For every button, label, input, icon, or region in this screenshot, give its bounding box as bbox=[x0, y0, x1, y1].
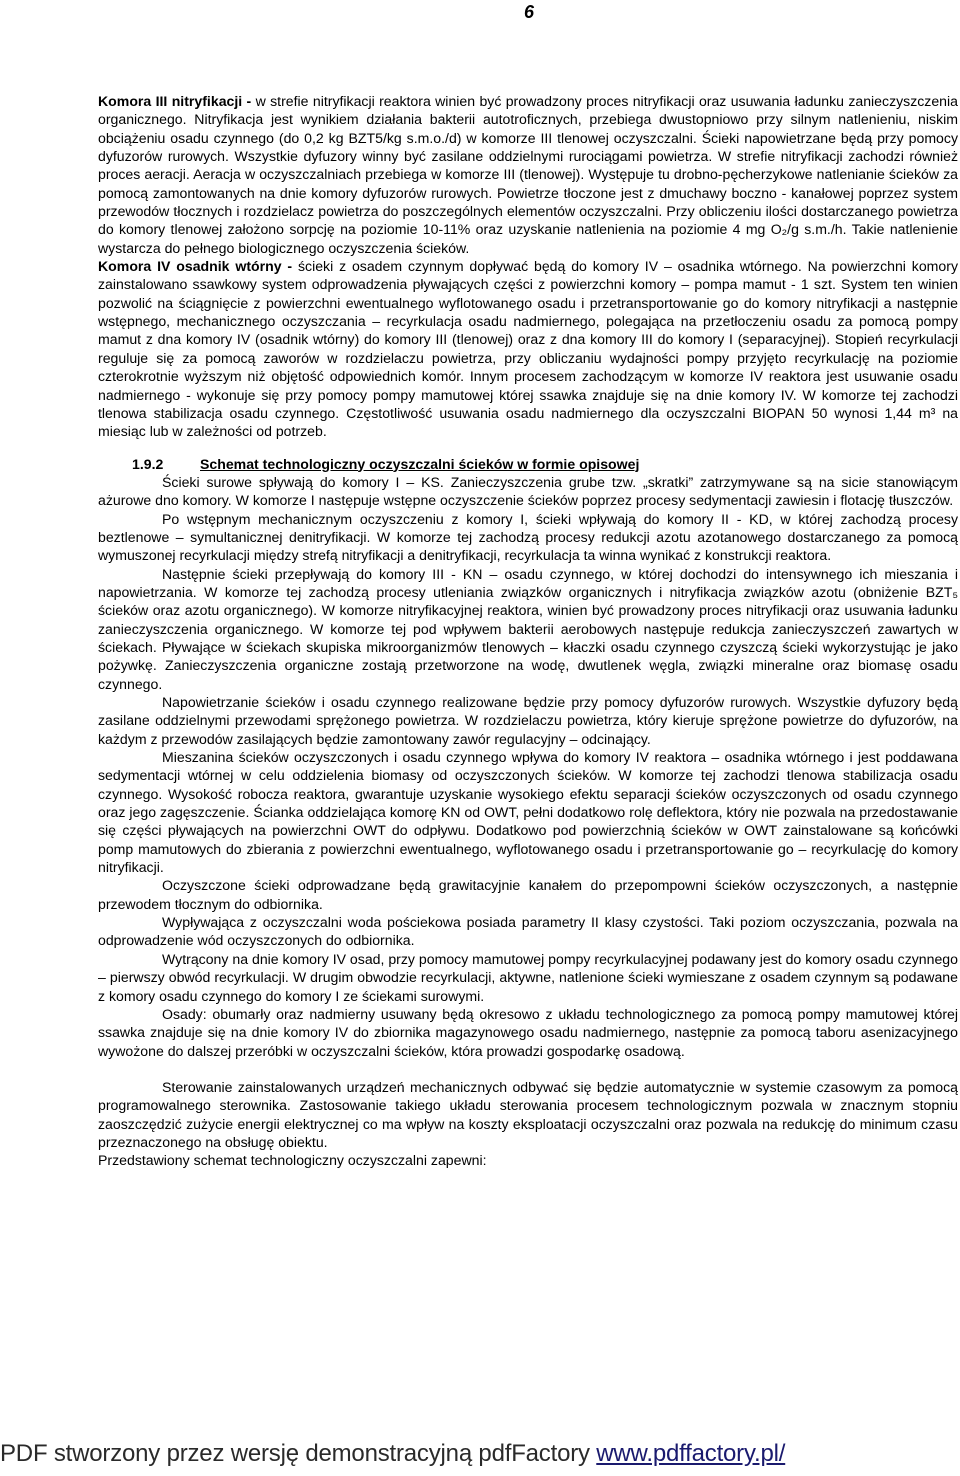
section-paragraph: Mieszanina ścieków oczyszczonych i osadu czynnego wpływa do komory IV reaktora – osadnika wtórnego i jest poddawana sedymentacji wtórnej w celu oddzielenia biomasy od oczyszczonych ścieków. W komorze tej zachodzi tlenowa stabilizacja osadu czynnego. Wysokość robocza reaktora, gwarantuje uzyskanie wysokiego efektu separacji ścieków oczyszczonych od osadu czynnego oraz jego zagęszczenie. Ścianka oddzielająca komorę KN od OWT, pełni dodatkowo rolę deflektora, który nie pozwala na przedostawanie się części pływających na powierzchni OWT do odpływu. Dodatkowo pod powierzchnią ścieków w OWT zainstalowane są końcówki pomp mamutowych do zbierania z powierzchni ewentualnego, wyflotowanego osadu i przetransportowanie go – recyrkulację do komory nitryfikacji. bbox=[98, 749, 958, 876]
section-paragraph: Następnie ścieki przepływają do komory III - KN – osadu czynnego, w której dochodzi do intensywnego ich mieszania i napowietrzania. W komorze tej zachodzą procesy utleniania związków organicznych i nitryfikacja związków azotu (obniżenie BZT₅ ścieków oraz azotu organicznego). W komorze nitryfikacyjnej reaktora, winien być prowadzony proces nitryfikacji oraz usuwania ładunku zanieczyszczenia organicznego. W komorze tej pod wpływem bakterii aerobowych następuje redukcja zanieczyszczeń zawartych w ściekach. Pływające w ściekach skupiska mikroorganizmów tlenowych – kłaczki osadu czynnego czyszczą ścieki wykorzystując je jako pożywkę. Zanieczyszczenia organiczne zostają przetworzone na wodę, dwutlenek węgla, związki mineralne oraz biomasę osadu czynnego. bbox=[98, 565, 958, 692]
section-paragraph: Wypływająca z oczyszczalni woda pościekowa posiada parametry II klasy czystości. Taki poziom oczyszczania, pozwala na odprowadzenie wód oczyszczonych do odbiornika. bbox=[98, 914, 958, 949]
section-number: 1.9.2 bbox=[132, 455, 164, 472]
paragraph-text: ścieki z osadem czynnym dopływać będą do komory IV – osadnika wtórnego. Na powierzchni komory zainstalowano ssawkowy system odprowadzenia pływających części z powierzchni komory – pompa mamut - 1 szt. System ten winien pozwolić na ściągnięcie z powierzchni ewentualnego wyflotowanego osadu i przetransportowanie go do komory nitryfikacji a następnie wstępnego, mechanicznego oczyszczania – recyrkulacja osadu nadmiernego, polegająca na przetłoczeniu osadu za pomocą pompy mamut z dna komory IV (osadnik wtórny) do komory III (tlenowej) oraz z dna komory III do komory I (separacyjnej). Stopień recyrkulacji reguluje się za pomocą zaworów w rozdzielaczu powietrza, przy obliczaniu wydajności pompy przyjęto recyrkulację na poziomie czterokrotnie wyższym niż objętość odpowiednich komór. Innym procesem zachodzącym w komorze IV reaktora jest usuwanie osadu nadmiernego - wykonuje się przy pomocy pompy mamutowej której ssawka znajduje się na dnie komory IV. W komorze tej zachodzi tlenowa stabilizacja osadu czynnego. Częstotliwość usuwania osadu nadmiernego dla oczyszczalni BIOPAN 50 wynosi 1,44 m³ na miesiąc lub w zależności od potrzeb. bbox=[98, 258, 958, 440]
section-paragraph: Ścieki surowe spływają do komory I – KS. Zanieczyszczenia grube tzw. „skratki” zatrzymywane są na sicie stanowiącym ażurowe dno komory. W komorze I następuje wstępne oczyszczenie ścieków poprzez procesy sedymentacji zawiesin i flotację tłuszczów. bbox=[98, 473, 958, 509]
section-paragraph: Osady: obumarły oraz nadmierny usuwany będą okresowo z układu technologicznego za pomocą pompy mamutowej której ssawka znajduje się na dnie komory IV do zbiornika magazynowego osadu nadmiernego, następnie za pomocą taboru asenizacyjnego wywożone do dalszej przeróbki w oczyszczalni ścieków, która prowadzi gospodarkę osadową. bbox=[98, 1005, 958, 1059]
paragraph-label: Komora IV osadnik wtórny - bbox=[98, 258, 293, 275]
section-paragraph: Oczyszczone ścieki odprowadzane będą grawitacyjnie kanałem do przepompowni ścieków oczyszczonych, a następnie przewodem tłocznym do odbiornika. bbox=[98, 877, 958, 912]
paragraph-komora-iv bbox=[98, 257, 958, 440]
section-paragraph: Po wstępnym mechanicznym oczyszczeniu z komory I, ścieki wpływają do komory II - KD, w której zachodzą procesy beztlenowe – symultanicznej denitryfikacji. W komorze tej zachodzą procesy redukcji azotu azotanowego dostarczanego za pomocą wymuszonej recyrkulacji między strefą nitryfikacji a denitryfikacji, recyrkulacja ta winna wynikać z konstrukcji reaktora. bbox=[98, 510, 958, 564]
section-heading bbox=[98, 455, 958, 473]
document-body bbox=[98, 92, 958, 1170]
section-paragraph: Napowietrzanie ścieków i osadu czynnego realizowane będzie przy pomocy dyfuzorów rurowych. Wszystkie dyfuzory będą zasilane oddzielnymi przewodami sprężonego powietrza. W rozdzielaczu powietrza, który kieruje sprężone powietrze do dyfuzorów, na każdym z przewodów zasilających będzie zamontowany zawór regulacyjny – odcinający. bbox=[98, 694, 958, 747]
footer-text: PDF stworzony przez wersję demonstracyjną pdfFactory bbox=[0, 1440, 597, 1467]
pdf-footer bbox=[0, 1440, 960, 1476]
section-paragraph: Wytrącony na dnie komory IV osad, przy pomocy mamutowej pompy recyrkulacyjnej podawany jest do komory osadu czynnego – pierwszy obwód recyrkulacji. W drugim obwodzie recyrkulacji, aktywne, natlenione ścieki wymieszane z osadem czynnym są podawane z komory osadu czynnego do komory I ze ściekami surowymi. bbox=[98, 950, 958, 1004]
closing-paragraph: Sterowanie zainstalowanych urządzeń mechanicznych odbywać się będzie automatycznie w systemie czasowym za pomocą programowalnego sterownika. Zastosowanie takiego układu sterowania procesem technologicznym pozwala w znacznym stopniu zaoszczędzić zużycie energii elektrycznej co ma wpływ na koszty eksploatacji oczyszczalni oraz pozwala na redukcję do minimum czasu przeznaczonego na obsługę obiektu. bbox=[98, 1078, 958, 1150]
closing-line: Przedstawiony schemat technologiczny oczyszczalni zapewni: bbox=[98, 1152, 487, 1169]
page-number: 6 bbox=[523, 2, 534, 22]
paragraph-komora-iii bbox=[98, 92, 958, 257]
section-title: Schemat technologiczny oczyszczalni ścieków w formie opisowej bbox=[200, 455, 640, 472]
paragraph-text: w strefie nitryfikacji reaktora winien być prowadzony proces nitryfikacji oraz usuwania ładunku zanieczyszczenia organicznego. Nitryfikacja jest wynikiem działania bakterii autotroficznych, przebiega dwustopniowo przy silnym natlenieniu, niskim obciążeniu osadu czynnego (do 0,2 kg BZT5/kg s.m.o./d) w komorze III tlenowej oczyszczalni. Ścieki napowietrzane będą przy pomocy dyfuzorów rurowych. Wszystkie dyfuzory winny być zasilane oddzielnymi rurociągami powietrza. W strefie nitryfikacji zachodzi również proces aeracji. Aeracja w oczyszczalniach przebiega w komorze III (tlenowej). Występuje tu drobno-pęcherzykowe natlenianie ścieków za pomocą zamontowanych na dnie komory dyfuzorów rurowych. Powietrze tłoczone jest z dmuchawy boczno - kanałowej poprzez system przewodów tłocznych i rozdzielacz powietrza do poszczególnych elementów oczyszczalni. Przy obliczeniu ilości dostarczanego powietrza do komory tlenowej założono sorpcję na poziomie 10-11% oraz uzyskanie natlenienia na poziomie 4 mg O₂/g s.m./h. Takie natlenienie wystarcza do pełnego biologicznego oczyszczenia ścieków. bbox=[98, 93, 958, 256]
paragraph-label: Komora III nitryfikacji - bbox=[98, 93, 252, 109]
footer-link[interactable]: www.pdffactory.pl/ bbox=[596, 1440, 786, 1467]
